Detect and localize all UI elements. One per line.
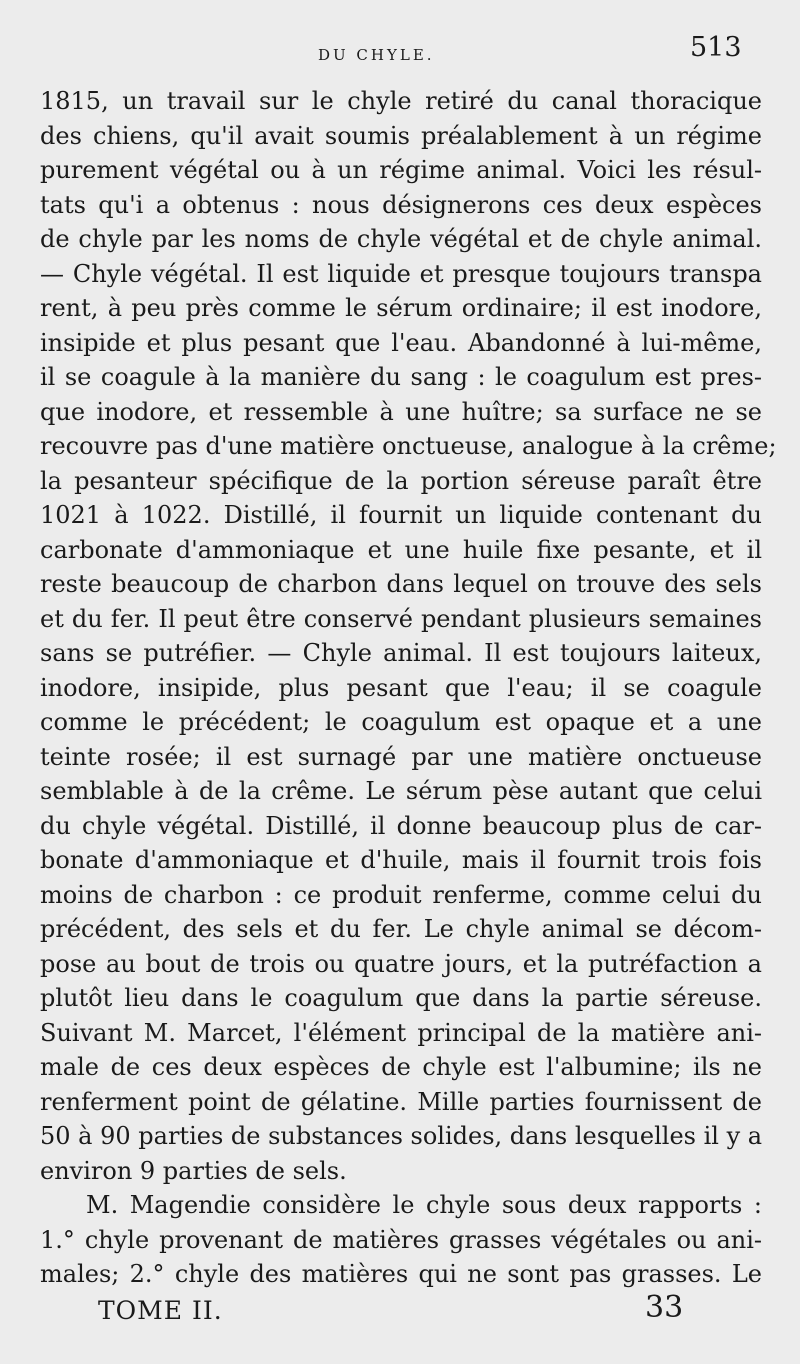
page-body bbox=[40, 84, 777, 1292]
text-line: plutôt lieu dans le coagulum que dans la partie séreuse. bbox=[40, 984, 762, 1012]
paragraph-end-line: environ 9 parties de sels. bbox=[40, 1156, 347, 1185]
text-line: carbonate d'ammoniaque et une huile fixe pesante, et il bbox=[40, 535, 762, 564]
text-line: Suivant M. Marcet, l'élément principal de la matière ani- bbox=[40, 1018, 762, 1047]
text-line: la pesanteur spécifique de la portion séreuse paraît être bbox=[40, 466, 762, 495]
text-line: 1021 à 1022. Distillé, il fournit un liquide contenant du bbox=[40, 501, 762, 529]
paragraph-start-line: M. Magendie considère le chyle sous deux rapports : bbox=[86, 1191, 762, 1219]
text-line: recouvre pas d'une matière onctueuse, analogue à la crême; bbox=[40, 432, 777, 460]
signature-mark: 33 bbox=[645, 1290, 684, 1325]
text-line: il se coagule à la manière du sang : le coagulum est pres- bbox=[40, 363, 762, 391]
page-number: 513 bbox=[690, 32, 742, 63]
text-line: bonate d'ammoniaque et d'huile, mais il fournit trois fois bbox=[40, 846, 762, 874]
text-line: tats qu'i a obtenus : nous désignerons ces deux espèces bbox=[40, 190, 762, 219]
text-line: purement végétal ou à un régime animal. Voici les résul- bbox=[40, 156, 762, 184]
text-line: des chiens, qu'il avait soumis préalablement à un régime bbox=[40, 121, 762, 150]
text-line: rent, à peu près comme le sérum ordinaire; il est inodore, bbox=[40, 294, 762, 322]
text-line: 1.° chyle provenant de matières grasses végétales ou ani- bbox=[40, 1225, 762, 1254]
page-footer bbox=[0, 1290, 800, 1340]
text-line: 1815, un travail sur le chyle retiré du canal thoracique bbox=[40, 87, 762, 115]
page-header bbox=[0, 32, 800, 72]
text-line: précédent, des sels et du fer. Le chyle animal se décom- bbox=[40, 915, 762, 943]
text-line: semblable à de la crême. Le sérum pèse autant que celui bbox=[40, 777, 762, 805]
text-line: de chyle par les noms de chyle végétal et de chyle animal. bbox=[40, 225, 762, 253]
running-title: DU CHYLE. bbox=[318, 46, 435, 64]
text-line: du chyle végétal. Distillé, il donne beaucoup plus de car- bbox=[40, 811, 762, 840]
text-line: renferment point de gélatine. Mille parties fournissent de bbox=[40, 1087, 762, 1116]
text-line: male de ces deux espèces de chyle est l'albumine; ils ne bbox=[40, 1053, 762, 1081]
text-line: — Chyle végétal. Il est liquide et presque toujours transpa bbox=[40, 259, 762, 288]
text-line: teinte rosée; il est surnagé par une matière onctueuse bbox=[40, 742, 762, 771]
text-line: et du fer. Il peut être conservé pendant plusieurs semaines bbox=[40, 604, 762, 633]
text-line: males; 2.° chyle des matières qui ne sont pas grasses. Le bbox=[40, 1260, 762, 1288]
volume-label: TOME II. bbox=[98, 1296, 223, 1325]
text-line: moins de charbon : ce produit renferme, comme celui du bbox=[40, 880, 762, 909]
text-line: insipide et plus pesant que l'eau. Abandonné à lui-même, bbox=[40, 328, 762, 357]
text-line: sans se putréfier. — Chyle animal. Il est toujours laiteux, bbox=[40, 639, 762, 667]
text-line: 50 à 90 parties de substances solides, dans lesquelles il y a bbox=[40, 1122, 763, 1150]
text-line: comme le précédent; le coagulum est opaque et a une bbox=[40, 708, 762, 736]
text-line: inodore, insipide, plus pesant que l'eau; il se coagule bbox=[40, 673, 762, 702]
text-line: que inodore, et ressemble à une huître; sa surface ne se bbox=[40, 397, 762, 426]
text-line: pose au bout de trois ou quatre jours, et la putréfaction a bbox=[40, 949, 762, 978]
text-line: reste beaucoup de charbon dans lequel on trouve des sels bbox=[40, 570, 762, 598]
